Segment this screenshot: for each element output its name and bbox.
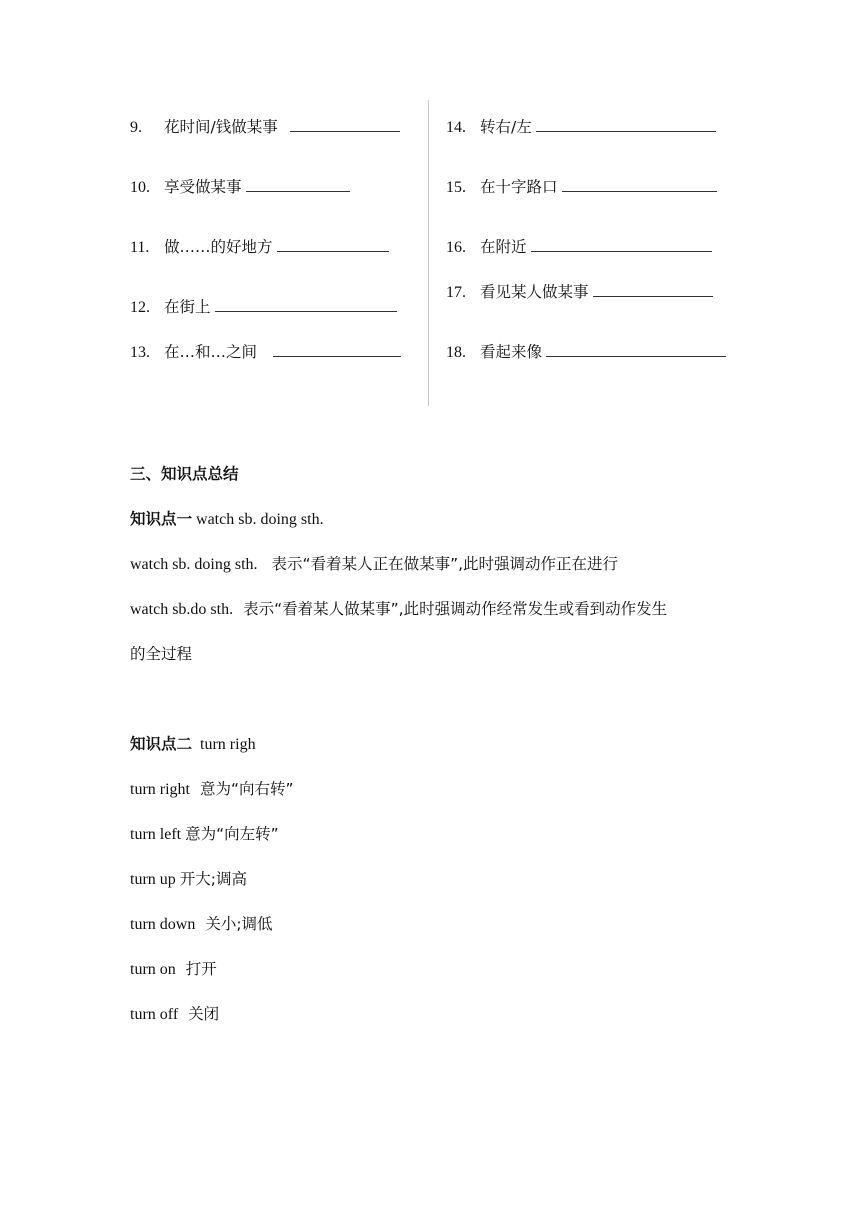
point2-item [130,778,294,801]
point2-title [130,733,256,756]
item-text: 做……的好地方 [164,238,273,256]
point2-item [130,1003,219,1026]
item-text: 看见某人做某事 [480,283,589,301]
point1-title [130,508,324,531]
answer-blank[interactable] [562,176,717,192]
point2-item-en: turn left [130,826,182,843]
point2-item-en: turn off [130,1006,179,1023]
item-text: 在附近 [480,238,527,256]
point2-phrase: turn righ [200,736,256,753]
item-number: 10. [130,179,150,196]
item-text: 在街上 [164,298,211,316]
point2-item-cn: 关闭 [188,1005,220,1023]
answer-blank[interactable] [531,236,712,252]
point2-item-en: turn down [130,916,196,933]
point2-item-en: turn right [130,781,190,798]
answer-blank[interactable] [593,281,713,297]
answer-blank[interactable] [290,116,400,132]
left-item-11 [130,236,389,259]
item-text: 在…和…之间 [164,343,258,361]
item-number: 15. [446,179,466,196]
item-text: 花时间/钱做某事 [164,118,278,136]
point1-line2 [130,598,667,621]
point2-item-cn: 意为“向右转” [200,780,294,798]
point2-item-en: turn on [130,961,176,978]
section-heading: 三、知识点总结 [130,465,239,483]
point2-item [130,958,217,981]
point2-label: 知识点二 [130,735,193,753]
point1-label: 知识点一 [130,510,193,528]
item-number: 9. [130,119,142,136]
right-item-18 [446,341,726,364]
item-number: 12. [130,299,150,316]
left-item-9 [130,116,400,139]
point1-line1 [130,553,618,576]
item-number: 18. [446,344,466,361]
point1-line1-en: watch sb. doing sth. [130,556,258,573]
point2-item-cn: 意为“向左转” [185,825,279,843]
point2-item-cn: 打开 [185,960,217,978]
item-text: 转右/左 [480,118,532,136]
item-number: 14. [446,119,466,136]
point1-line1-cn: 表示“看着某人正在做某事”,此时强调动作正在进行 [271,555,619,573]
point1-line2-continued [130,643,192,666]
left-item-10 [130,176,350,199]
item-number: 11. [130,239,150,256]
point2-item [130,913,273,936]
right-item-14 [446,116,716,139]
point1-line2-cn: 表示“看着某人做某事”,此时强调动作经常发生或看到动作发生 [243,600,668,618]
answer-blank[interactable] [273,341,401,357]
answer-blank[interactable] [536,116,716,132]
right-item-16 [446,236,712,259]
item-text: 在十字路口 [480,178,558,196]
point1-line2-en: watch sb.do sth. [130,601,234,618]
right-item-15 [446,176,717,199]
item-number: 17. [446,284,466,301]
point1-phrase: watch sb. doing sth. [196,511,324,528]
point2-item-en: turn up [130,871,176,888]
item-text: 享受做某事 [164,178,242,196]
item-number: 13. [130,344,150,361]
answer-blank[interactable] [215,296,397,312]
left-item-12 [130,296,397,319]
answer-blank[interactable] [277,236,389,252]
right-item-17 [446,281,713,304]
point2-item-cn: 开大;调高 [179,870,248,888]
point2-item [130,868,247,891]
answer-blank[interactable] [546,341,726,357]
column-divider [428,100,429,406]
point1-line2-cont: 的全过程 [130,645,193,663]
answer-blank[interactable] [246,176,350,192]
item-text: 看起来像 [480,343,543,361]
point2-item [130,823,279,846]
left-item-13 [130,341,401,364]
item-number: 16. [446,239,466,256]
point2-item-cn: 关小;调低 [205,915,273,933]
